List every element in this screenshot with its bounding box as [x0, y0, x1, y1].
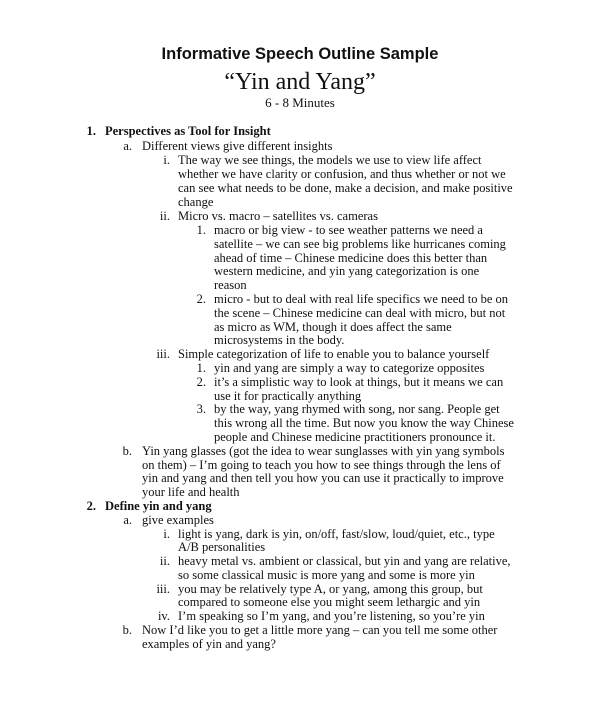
outline-line: it’s a simplistic way to look at things, but it means we can: [214, 375, 504, 389]
outline-marker: iv.: [157, 609, 170, 623]
outline-line: reason: [214, 278, 247, 292]
document-title: Informative Speech Outline Sample: [161, 45, 439, 63]
outline-line: you may be relatively type A, or yang, among this group, but: [178, 582, 483, 596]
outline-line: light is yang, dark is yin, on/off, fast/slow, loud/quiet, etc., type: [178, 527, 495, 541]
outline-line: Now I’d like you to get a little more yang – can you tell me some other: [142, 623, 498, 637]
outline-line: Micro vs. macro – satellites vs. cameras: [178, 209, 378, 223]
outline-marker: 2.: [196, 292, 206, 306]
outline-marker: 2.: [86, 499, 96, 513]
outline-marker: ii.: [159, 209, 170, 223]
outline-line: heavy metal vs. ambient or classical, but yin and yang are relative,: [178, 554, 511, 568]
outline-marker: i.: [163, 527, 170, 541]
outline-line: by the way, yang rhymed with song, nor sang. People get: [214, 402, 500, 416]
outline-marker: iii.: [156, 582, 170, 596]
outline-line: change: [178, 195, 214, 209]
outline-marker: 2.: [196, 375, 206, 389]
outline-marker: a.: [123, 139, 132, 153]
outline-line: can see what needs to be done, make a decision, and make positive: [178, 181, 513, 195]
outline-line: give examples: [142, 513, 214, 527]
outline-line: A/B personalities: [178, 540, 266, 554]
outline-marker: b.: [122, 623, 132, 637]
outline-line: satellite – we can see big problems like hurricanes coming: [214, 237, 506, 251]
outline-marker: i.: [163, 153, 170, 167]
outline-line: this wrong all the time. But now you know the way Chinese: [214, 416, 514, 430]
outline-line: The way we see things, the models we use to view life affect: [178, 153, 482, 167]
section-heading: Perspectives as Tool for Insight: [105, 124, 271, 138]
outline-marker: a.: [123, 513, 132, 527]
outline-line: the scene – Chinese medicine can deal with micro, but not: [214, 306, 506, 320]
outline-line: yin and yang are simply a way to categorize opposites: [214, 361, 485, 375]
outline-line: yin and yang and then tell you how you can use it practically to improve: [142, 471, 504, 485]
outline-line: so some classical music is more yang and some is more yin: [178, 568, 475, 582]
outline-line: your life and health: [142, 485, 240, 499]
speech-duration: 6 - 8 Minutes: [265, 95, 335, 110]
outline-marker: ii.: [159, 554, 170, 568]
outline-line: Simple categorization of life to enable you to balance yourself: [178, 347, 490, 361]
outline-line: whether we have clarity or confusion, and thus whether or not we: [178, 167, 506, 181]
outline-line: on them) – I’m going to teach you how to see things through the lens of: [142, 458, 501, 472]
outline-marker: 1.: [196, 223, 206, 237]
outline-line: micro - but to deal with real life specifics we need to be on: [214, 292, 508, 306]
outline-line: as micro as WM, though it does affect the same: [214, 320, 452, 334]
outline-line: I’m speaking so I’m yang, and you’re listening, so you’re yin: [178, 609, 485, 623]
outline-line: macro or big view - to see weather patterns we need a: [214, 223, 483, 237]
outline-line: Different views give different insights: [142, 139, 333, 153]
speech-subtitle: “Yin and Yang”: [224, 69, 376, 95]
outline-line: examples of yin and yang?: [142, 637, 276, 651]
outline-line: compared to someone else you might seem lethargic and yin: [178, 595, 481, 609]
outline-marker: b.: [122, 444, 132, 458]
outline-marker: 1.: [196, 361, 206, 375]
outline-line: western medicine, and yin yang categorization is one: [214, 264, 480, 278]
outline-line: use it for practically anything: [214, 389, 362, 403]
outline-line: ahead of time – Chinese medicine does this better than: [214, 251, 488, 265]
outline-line: people and Chinese medicine practitioners pronounce it.: [214, 430, 496, 444]
outline-marker: iii.: [156, 347, 170, 361]
outline-line: microsystems in the body.: [214, 333, 345, 347]
outline-marker: 3.: [196, 402, 206, 416]
outline-marker: 1.: [86, 124, 96, 138]
section-heading: Define yin and yang: [105, 499, 212, 513]
outline-line: Yin yang glasses (got the idea to wear sunglasses with yin yang symbols: [142, 444, 505, 458]
